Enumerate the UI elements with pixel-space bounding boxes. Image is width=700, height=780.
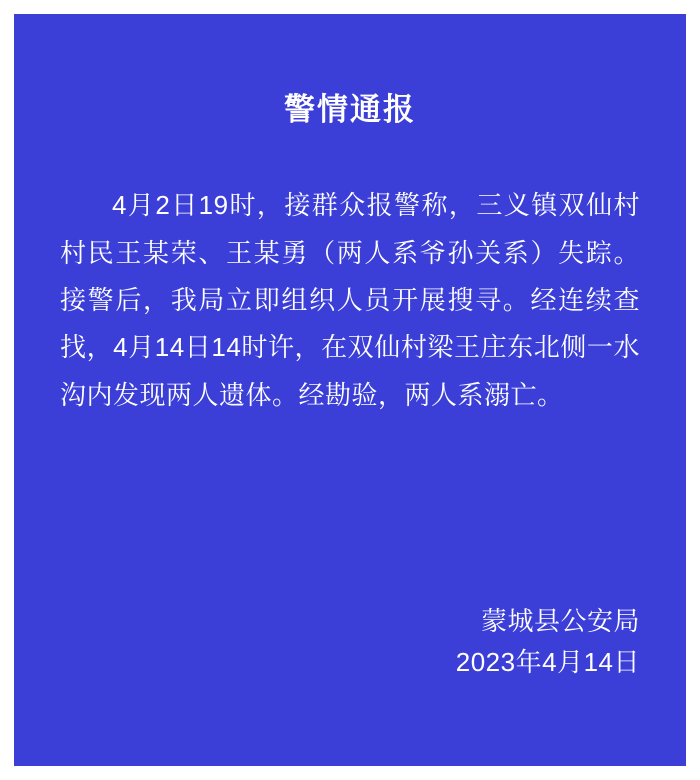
signature-date: 2023年4月14日 bbox=[455, 647, 640, 678]
signature-block bbox=[60, 601, 640, 684]
page-title: 警情通报 bbox=[284, 92, 416, 127]
notice-body-text: 4月2日19时，接群众报警称，三义镇双仙村村民王某荣、王某勇（两人系爷孙关系）失踪。接警后，我局立即组织人员开展搜寻。经连续查找，4月14日14时许，在双仙村梁王庄东北侧一水沟内发现两人遗体。经勘验，两人系溺亡。 bbox=[60, 190, 640, 410]
signature-organization: 蒙城县公安局 bbox=[480, 605, 640, 636]
police-notice-card bbox=[14, 14, 686, 766]
